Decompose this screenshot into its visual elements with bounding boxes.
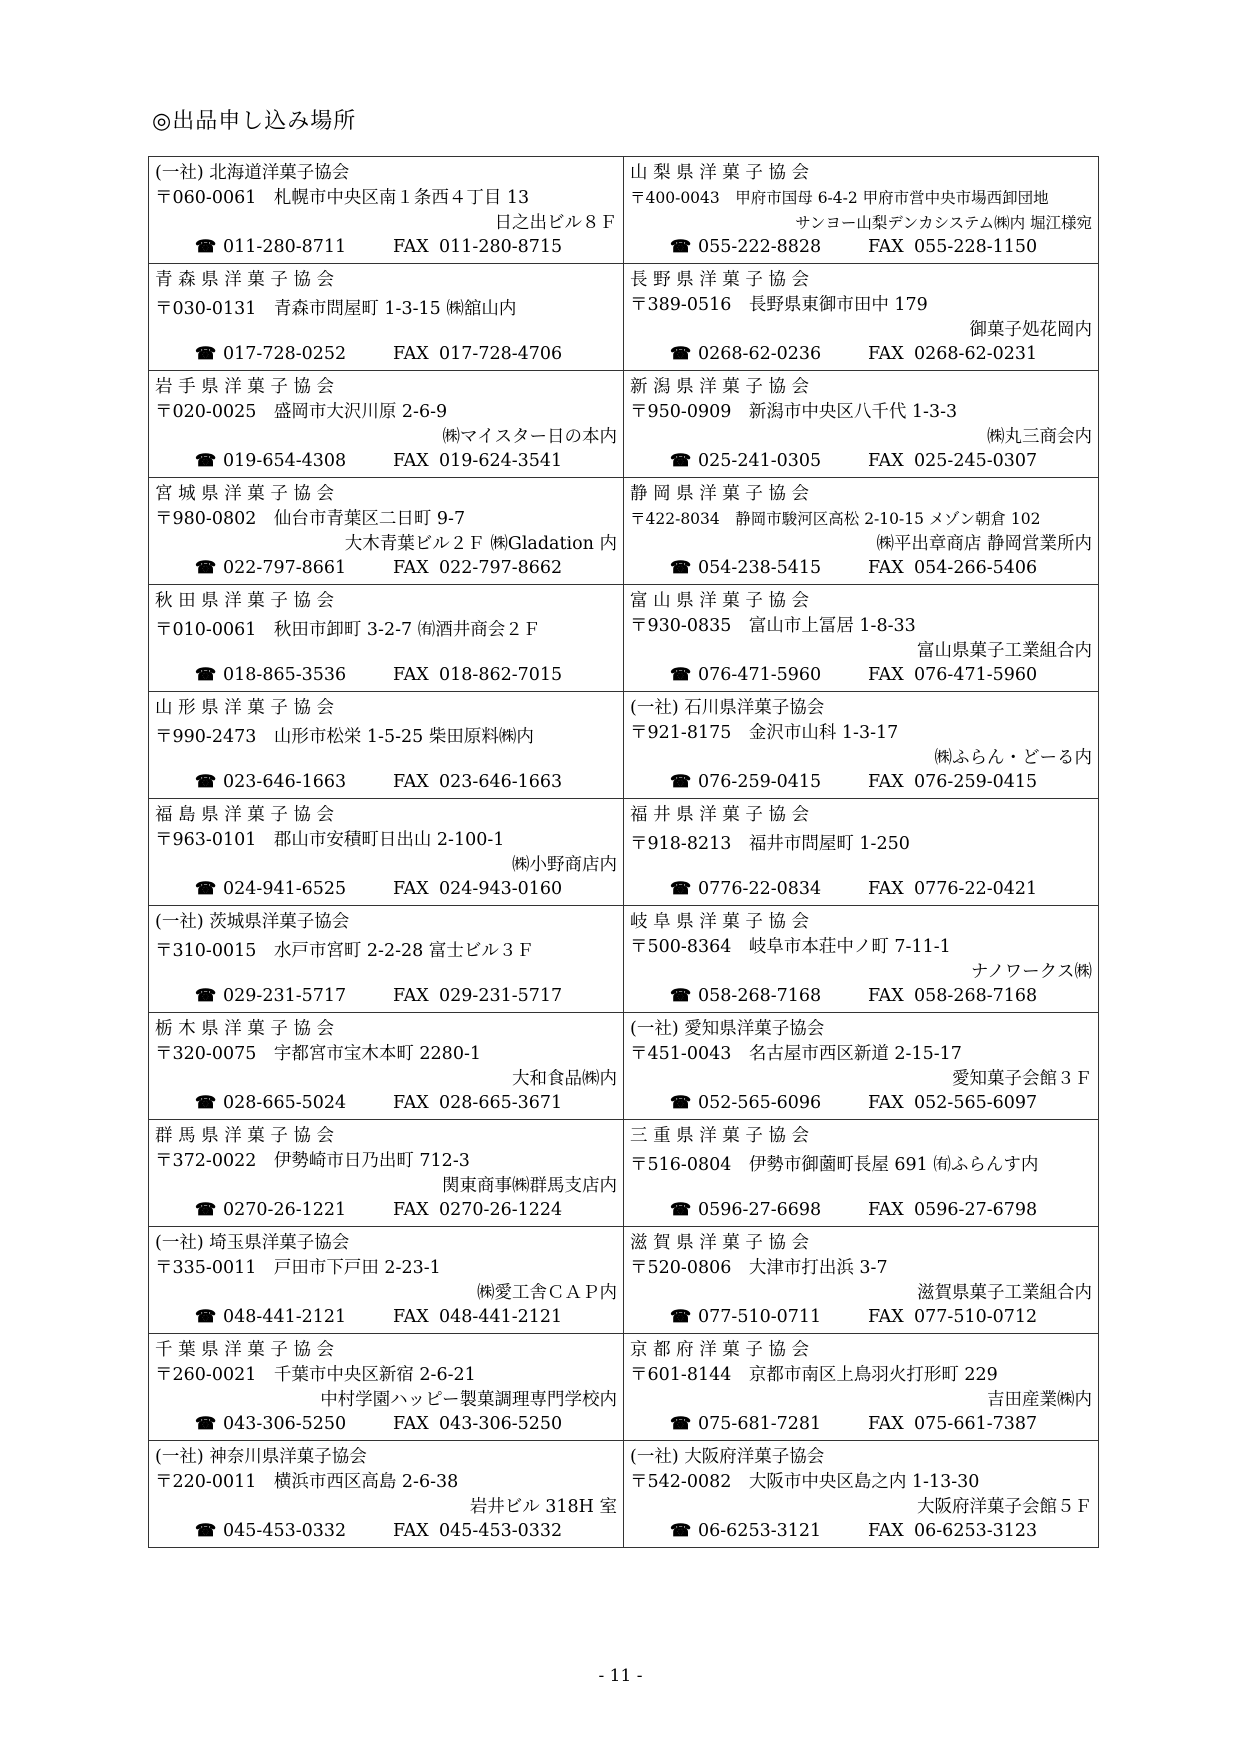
address-line-2: 日之出ビル８Ｆ [494, 213, 617, 233]
fax-label: FAX [393, 772, 429, 792]
association-cell [149, 264, 624, 371]
association-name: (一社) 埼玉県洋菓子協会 [155, 1233, 350, 1253]
phone-icon: ☎ [670, 237, 692, 257]
contact-line [670, 877, 1037, 902]
phone-number: 075-681-7281 [698, 1414, 822, 1434]
contact-line [195, 1412, 562, 1437]
phone-number: 0270-26-1221 [223, 1200, 347, 1220]
page-heading: ◎出品申し込み場所 [152, 109, 357, 134]
phone-icon: ☎ [670, 451, 692, 471]
association-name: 山 形 県 洋 菓 子 協 会 [155, 698, 334, 718]
association-name: 京 都 府 洋 菓 子 協 会 [630, 1340, 809, 1360]
fax-number: 011-280-8715 [439, 237, 563, 257]
address-line-2: ㈱丸三商会内 [987, 427, 1092, 447]
contact-line [670, 1091, 1037, 1116]
address-line-2: ㈱小野商店内 [512, 855, 617, 875]
contact-line [195, 342, 562, 367]
phone-icon: ☎ [670, 344, 692, 364]
association-name: 三 重 県 洋 菓 子 協 会 [630, 1126, 809, 1146]
phone-icon: ☎ [670, 1521, 692, 1541]
association-name: 新 潟 県 洋 菓 子 協 会 [630, 377, 809, 397]
phone-icon: ☎ [195, 879, 217, 899]
association-cell [624, 1441, 1099, 1548]
phone-icon: ☎ [195, 451, 217, 471]
contact-line [670, 556, 1037, 581]
association-name: 滋 賀 県 洋 菓 子 協 会 [630, 1233, 809, 1253]
contact-line [195, 235, 562, 260]
phone-number: 028-665-5024 [223, 1093, 347, 1113]
association-name: 富 山 県 洋 菓 子 協 会 [630, 591, 809, 611]
association-cell [624, 1227, 1099, 1334]
address-line-2: 大阪府洋菓子会館５Ｆ [917, 1497, 1092, 1517]
association-cell [624, 799, 1099, 906]
association-name: 栃 木 県 洋 菓 子 協 会 [155, 1019, 334, 1039]
association-name: 静 岡 県 洋 菓 子 協 会 [630, 484, 809, 504]
address-line: 〒372-0022 伊勢崎市日乃出町 712-3 [155, 1151, 470, 1171]
phone-number: 048-441-2121 [223, 1307, 347, 1327]
phone-number: 06-6253-3121 [698, 1521, 822, 1541]
phone-number: 017-728-0252 [223, 344, 347, 364]
association-name: 山 梨 県 洋 菓 子 協 会 [630, 163, 809, 183]
fax-label: FAX [868, 237, 904, 257]
address-line: 〒520-0806 大津市打出浜 3-7 [630, 1258, 888, 1278]
address-line-2: 岩井ビル 318H 室 [469, 1497, 617, 1517]
association-cell [149, 1013, 624, 1120]
phone-number: 055-222-8828 [698, 237, 822, 257]
association-name: 岐 阜 県 洋 菓 子 協 会 [630, 912, 809, 932]
address-line-2: 御菓子処花岡内 [969, 320, 1092, 340]
fax-label: FAX [868, 1093, 904, 1113]
address-line: 〒320-0075 宇都宮市宝木本町 2280-1 [155, 1044, 481, 1064]
fax-number: 024-943-0160 [439, 879, 563, 899]
association-name: 岩 手 県 洋 菓 子 協 会 [155, 377, 334, 397]
address-line: 〒451-0043 名古屋市西区新道 2-15-17 [630, 1044, 962, 1064]
address-line: 〒030-0131 青森市問屋町 1-3-15 ㈱舘山内 [155, 299, 517, 319]
fax-label: FAX [868, 1414, 904, 1434]
fax-label: FAX [868, 344, 904, 364]
phone-icon: ☎ [195, 1307, 217, 1327]
association-name: 青 森 県 洋 菓 子 協 会 [155, 270, 334, 290]
contact-line [670, 1519, 1037, 1544]
address-line: 〒310-0015 水戸市宮町 2-2-28 富士ビル３Ｆ [155, 941, 534, 961]
association-name: 秋 田 県 洋 菓 子 協 会 [155, 591, 334, 611]
address-line-2: 中村学園ハッピー製菓調理専門学校内 [320, 1390, 617, 1410]
contact-line [195, 556, 562, 581]
address-line: 〒601-8144 京都市南区上鳥羽火打形町 229 [630, 1365, 998, 1385]
contact-line [670, 663, 1037, 688]
contact-line [195, 663, 562, 688]
contact-line [195, 1305, 562, 1330]
phone-number: 024-941-6525 [223, 879, 347, 899]
fax-label: FAX [393, 451, 429, 471]
association-cell [624, 585, 1099, 692]
phone-number: 019-654-4308 [223, 451, 347, 471]
fax-label: FAX [868, 772, 904, 792]
phone-number: 0268-62-0236 [698, 344, 822, 364]
fax-number: 022-797-8662 [439, 558, 563, 578]
phone-number: 058-268-7168 [698, 986, 822, 1006]
phone-number: 018-865-3536 [223, 665, 347, 685]
association-cell [149, 799, 624, 906]
fax-label: FAX [393, 558, 429, 578]
address-line-2: ㈱愛工舎ＣＡＰ内 [477, 1283, 617, 1303]
address-line: 〒400-0043 甲府市国母 6-4-2 甲府市営中央市場西卸団地 [630, 189, 1049, 207]
association-name: (一社) 愛知県洋菓子協会 [630, 1019, 825, 1039]
association-cell [624, 906, 1099, 1013]
phone-icon: ☎ [195, 1200, 217, 1220]
association-name: 福 島 県 洋 菓 子 協 会 [155, 805, 334, 825]
fax-number: 0776-22-0421 [914, 879, 1038, 899]
fax-number: 019-624-3541 [439, 451, 563, 471]
address-line: 〒930-0835 富山市上冨居 1-8-33 [630, 616, 916, 636]
phone-number: 023-646-1663 [223, 772, 347, 792]
association-cell [149, 371, 624, 478]
association-cell [149, 585, 624, 692]
fax-label: FAX [868, 665, 904, 685]
contact-line [195, 984, 562, 1009]
fax-label: FAX [393, 1521, 429, 1541]
association-name: (一社) 北海道洋菓子協会 [155, 163, 350, 183]
phone-icon: ☎ [670, 665, 692, 685]
contact-line [195, 1519, 562, 1544]
fax-label: FAX [868, 1307, 904, 1327]
fax-number: 0596-27-6798 [914, 1200, 1038, 1220]
association-name: 宮 城 県 洋 菓 子 協 会 [155, 484, 334, 504]
address-line-2: ㈱平出章商店 静岡営業所内 [876, 534, 1092, 554]
fax-number: 076-471-5960 [914, 665, 1038, 685]
association-name: 福 井 県 洋 菓 子 協 会 [630, 805, 809, 825]
page-number: - 11 - [598, 1666, 643, 1686]
phone-number: 054-238-5415 [698, 558, 822, 578]
phone-icon: ☎ [670, 1200, 692, 1220]
contact-line [670, 984, 1037, 1009]
address-line: 〒516-0804 伊勢市御薗町長屋 691 ㈲ふらんす内 [630, 1155, 1039, 1175]
phone-icon: ☎ [195, 1521, 217, 1541]
address-line-2: 関東商事㈱群馬支店内 [442, 1176, 617, 1196]
fax-label: FAX [393, 1200, 429, 1220]
address-line: 〒060-0061 札幌市中央区南１条西４丁目 13 [155, 188, 530, 208]
phone-number: 0776-22-0834 [698, 879, 822, 899]
address-line-2: 愛知菓子会館３Ｆ [952, 1069, 1092, 1089]
address-line: 〒918-8213 福井市問屋町 1-250 [630, 834, 910, 854]
fax-number: 028-665-3671 [439, 1093, 563, 1113]
fax-label: FAX [868, 1200, 904, 1220]
phone-number: 052-565-6096 [698, 1093, 822, 1113]
association-cell [149, 1441, 624, 1548]
address-line-2: 大木青葉ビル２Ｆ ㈱Gladation 内 [344, 534, 617, 554]
association-cell [624, 1120, 1099, 1227]
fax-label: FAX [393, 986, 429, 1006]
phone-number: 029-231-5717 [223, 986, 347, 1006]
address-line-2: 大和食品㈱内 [512, 1069, 617, 1089]
fax-number: 054-266-5406 [914, 558, 1038, 578]
address-line-2: ㈱ふらん・どーる内 [934, 748, 1092, 768]
association-cell [149, 1227, 624, 1334]
association-cell [624, 692, 1099, 799]
phone-icon: ☎ [195, 772, 217, 792]
address-line: 〒963-0101 郡山市安積町日出山 2-100-1 [155, 830, 505, 850]
contact-line [670, 770, 1037, 795]
association-cell [624, 1013, 1099, 1120]
fax-number: 048-441-2121 [439, 1307, 563, 1327]
address-line: 〒500-8364 岐阜市本荘中ノ町 7-11-1 [630, 937, 951, 957]
association-name: (一社) 茨城県洋菓子協会 [155, 912, 350, 932]
contact-line [195, 1091, 562, 1116]
address-line: 〒260-0021 千葉市中央区新宿 2-6-21 [155, 1365, 476, 1385]
address-line: 〒010-0061 秋田市卸町 3-2-7 ㈲酒井商会２Ｆ [155, 620, 541, 640]
phone-icon: ☎ [195, 1093, 217, 1113]
phone-icon: ☎ [670, 558, 692, 578]
contact-line [670, 235, 1037, 260]
address-line: 〒921-8175 金沢市山科 1-3-17 [630, 723, 899, 743]
address-line-2: 吉田産業㈱内 [987, 1390, 1092, 1410]
address-line: 〒990-2473 山形市松栄 1-5-25 柴田原料㈱内 [155, 727, 534, 747]
phone-icon: ☎ [670, 1093, 692, 1113]
address-line: 〒980-0802 仙台市青葉区二日町 9-7 [155, 509, 466, 529]
phone-number: 076-259-0415 [698, 772, 822, 792]
contact-line [670, 342, 1037, 367]
association-name: (一社) 神奈川県洋菓子協会 [155, 1447, 367, 1467]
association-name: 長 野 県 洋 菓 子 協 会 [630, 270, 809, 290]
contact-line [670, 1412, 1037, 1437]
phone-number: 045-453-0332 [223, 1521, 347, 1541]
address-line: 〒950-0909 新潟市中央区八千代 1-3-3 [630, 402, 958, 422]
phone-icon: ☎ [195, 237, 217, 257]
contact-line [670, 1198, 1037, 1223]
fax-number: 0270-26-1224 [439, 1200, 563, 1220]
address-line-2: 滋賀県菓子工業組合内 [917, 1283, 1092, 1303]
fax-label: FAX [868, 986, 904, 1006]
contact-line [670, 449, 1037, 474]
phone-icon: ☎ [670, 1307, 692, 1327]
association-name: 千 葉 県 洋 菓 子 協 会 [155, 1340, 334, 1360]
phone-number: 011-280-8711 [223, 237, 347, 257]
address-line: 〒422-8034 静岡市駿河区高松 2-10-15 メゾン朝倉 102 [630, 510, 1041, 528]
fax-label: FAX [393, 344, 429, 364]
association-cell [624, 157, 1099, 264]
contact-line [195, 1198, 562, 1223]
phone-icon: ☎ [670, 986, 692, 1006]
fax-number: 025-245-0307 [914, 451, 1038, 471]
fax-number: 058-268-7168 [914, 986, 1038, 1006]
phone-icon: ☎ [670, 879, 692, 899]
fax-label: FAX [393, 665, 429, 685]
fax-number: 018-862-7015 [439, 665, 563, 685]
phone-icon: ☎ [195, 1414, 217, 1434]
association-cell [149, 1120, 624, 1227]
fax-label: FAX [868, 558, 904, 578]
fax-number: 0268-62-0231 [914, 344, 1038, 364]
association-name: (一社) 大阪府洋菓子協会 [630, 1447, 825, 1467]
fax-label: FAX [393, 1307, 429, 1327]
association-cell [624, 371, 1099, 478]
fax-label: FAX [868, 1521, 904, 1541]
phone-number: 022-797-8661 [223, 558, 347, 578]
contact-line [670, 1305, 1037, 1330]
phone-number: 0596-27-6698 [698, 1200, 822, 1220]
contact-line [195, 449, 562, 474]
association-name: (一社) 石川県洋菓子協会 [630, 698, 825, 718]
address-line-2: 富山県菓子工業組合内 [917, 641, 1092, 661]
fax-label: FAX [868, 879, 904, 899]
association-cell [624, 1334, 1099, 1441]
fax-label: FAX [393, 879, 429, 899]
association-cell [149, 478, 624, 585]
fax-number: 029-231-5717 [439, 986, 563, 1006]
association-cell [149, 906, 624, 1013]
association-name: 群 馬 県 洋 菓 子 協 会 [155, 1126, 334, 1146]
fax-number: 06-6253-3123 [914, 1521, 1038, 1541]
association-cell [624, 264, 1099, 371]
address-line: 〒542-0082 大阪市中央区島之内 1-13-30 [630, 1472, 980, 1492]
association-directory-table [148, 156, 1099, 1548]
phone-number: 076-471-5960 [698, 665, 822, 685]
phone-number: 025-241-0305 [698, 451, 822, 471]
association-cell [149, 1334, 624, 1441]
fax-number: 055-228-1150 [914, 237, 1038, 257]
fax-number: 045-453-0332 [439, 1521, 563, 1541]
phone-icon: ☎ [195, 665, 217, 685]
fax-label: FAX [393, 1093, 429, 1113]
address-line-2: ナノワークス㈱ [970, 962, 1092, 982]
association-cell [624, 478, 1099, 585]
fax-number: 075-661-7387 [914, 1414, 1038, 1434]
phone-icon: ☎ [670, 1414, 692, 1434]
address-line-2: ㈱マイスター日の本内 [442, 427, 617, 447]
address-line: 〒220-0011 横浜市西区高島 2-6-38 [155, 1472, 459, 1492]
phone-number: 077-510-0711 [698, 1307, 822, 1327]
address-line: 〒335-0011 戸田市下戸田 2-23-1 [155, 1258, 441, 1278]
fax-number: 077-510-0712 [914, 1307, 1038, 1327]
phone-icon: ☎ [195, 558, 217, 578]
fax-number: 076-259-0415 [914, 772, 1038, 792]
phone-icon: ☎ [195, 344, 217, 364]
fax-label: FAX [868, 451, 904, 471]
phone-icon: ☎ [670, 772, 692, 792]
fax-label: FAX [393, 237, 429, 257]
contact-line [195, 877, 562, 902]
fax-number: 023-646-1663 [439, 772, 563, 792]
fax-number: 052-565-6097 [914, 1093, 1038, 1113]
fax-number: 043-306-5250 [439, 1414, 563, 1434]
fax-label: FAX [393, 1414, 429, 1434]
association-cell [149, 157, 624, 264]
association-cell [149, 692, 624, 799]
phone-icon: ☎ [195, 986, 217, 1006]
contact-line [195, 770, 562, 795]
address-line: 〒389-0516 長野県東御市田中 179 [630, 295, 928, 315]
address-line: 〒020-0025 盛岡市大沢川原 2-6-9 [155, 402, 448, 422]
phone-number: 043-306-5250 [223, 1414, 347, 1434]
address-line-2: サンヨー山梨デンカシステム㈱内 堀江様宛 [795, 214, 1092, 232]
fax-number: 017-728-4706 [439, 344, 563, 364]
